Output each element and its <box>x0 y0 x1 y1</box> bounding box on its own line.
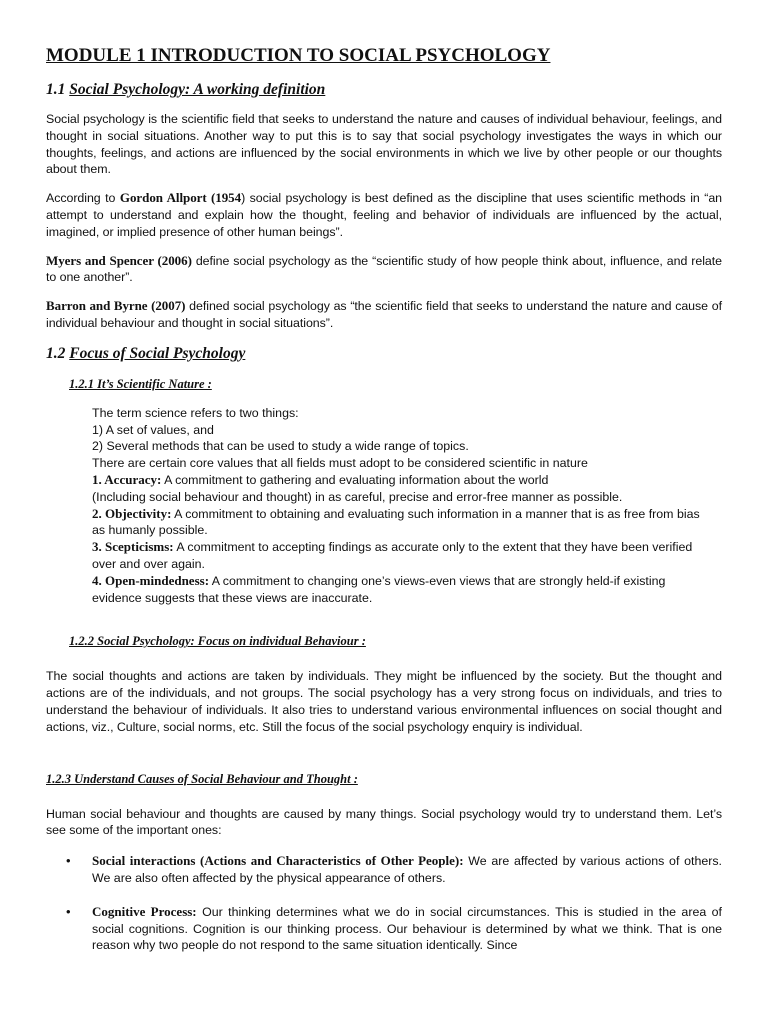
myers-citation: Myers and Spencer (2006) <box>46 252 192 268</box>
core-values-line: There are certain core values that all fields must adopt to be considered scientific in nature <box>92 456 588 471</box>
subsection-1-2-3-heading: 1.2.3 Understand Causes of Social Behaviour and Thought : <box>46 771 358 786</box>
barron-citation: Barron and Byrne (2007) <box>46 298 186 314</box>
science-intro: The term science refers to two things: <box>92 405 299 420</box>
bullet-icon: • <box>66 903 71 919</box>
list-item: • Social interactions (Actions and Characteristics of Other People): We are affected by various actions of others. We are also often affected by the physical appearance of others. <box>66 853 722 885</box>
subsection-1-2-2-heading: 1.2.2 Social Psychology: Focus on individual Behaviour : <box>69 634 366 649</box>
definition-paragraph: Social psychology is the scientific field that seeks to understand the nature and causes of individual behaviour, feelings, and thought in social situations. Another way to put this is to say that social psychology investigates the ways in which our thoughts, feelings, and actions are influenced by the social environments in which we live by other people or our thoughts about them. <box>46 112 722 177</box>
document-page <box>46 44 722 954</box>
myers-paragraph: Myers and Spencer (2006) define social psychology as the “scientific study of how people think about, influence, and relate to one another”. <box>46 252 722 285</box>
value-objectivity: 2. Objectivity: A commitment to obtaining and evaluating such information in a manner that is as free from bias as humanly possible. <box>92 505 700 538</box>
value-scepticism: 3. Scepticisms: A commitment to accepting findings as accurate only to the extent that they have been verified over and over again. <box>92 539 693 571</box>
section-1-2-title: Focus of Social Psychology <box>69 344 246 362</box>
allport-paragraph: According to Gordon Allport (1954) social psychology is best defined as the discipline that uses scientific methods in “an attempt to understand and explain how the thought, feeling and behavior of individuals are influenced by the actual, imagined, or implied presence of other human beings”. <box>46 190 723 239</box>
module-title: MODULE 1 INTRODUCTION TO SOCIAL PSYCHOLOGY <box>46 45 551 66</box>
section-1-2-heading <box>46 344 722 364</box>
causes-paragraph: Human social behaviour and thoughts are caused by many things. Social psychology would try to understand them. Let’s see some of the important ones: <box>46 806 722 838</box>
value-accuracy: 1. Accuracy: A commitment to gathering and evaluating information about the world <box>92 471 549 487</box>
science-item-1: 1) A set of values, and <box>92 422 214 437</box>
section-1-2-number: 1.2 <box>46 344 70 362</box>
section-1-1-title: Social Psychology: A working definition <box>69 81 326 98</box>
barron-paragraph: Barron and Byrne (2007) defined social psychology as “the scientific field that seeks to understand the nature and cause of individual behaviour and thought in social situations”. <box>46 298 722 330</box>
subsection-1-2-1-heading: 1.2.1 It’s Scientific Nature : <box>69 376 212 391</box>
bullet-icon: • <box>66 853 71 869</box>
section-1-1-number: 1.1 <box>46 81 70 98</box>
list-item: • Cognitive Process: Our thinking determines what we do in social circumstances. This is studied in the area of social cognitions. Cognition is our thinking process. Our behaviour is determined by what we think. That is one reason why two people do not respond to the same situation identically. Since <box>66 903 722 953</box>
individual-behaviour-paragraph: The social thoughts and actions are taken by individuals. They might be influenced by the society. But the thought and actions are of the individuals, and not groups. The social psychology has a very strong focus on individuals, and tries to understand the behaviour of individuals. It also tries to understand various environmental influences on social thought and actions, viz., Culture, social norms, etc. Still the focus of the social psychology enquiry is individual. <box>46 669 722 734</box>
section-1-1-heading <box>46 80 722 100</box>
value-open-mindedness: 4. Open-mindedness: A commitment to changing one’s views-even views that are strongly held-if existing evidence suggests that these views are inaccurate. <box>92 572 666 605</box>
scientific-nature-block <box>92 405 704 607</box>
science-item-2: 2) Several methods that can be used to study a wide range of topics. <box>92 439 469 454</box>
value-accuracy-cont: (Including social behaviour and thought) in as careful, precise and error-free manner as possible. <box>92 489 623 504</box>
allport-citation: Gordon Allport (1954 <box>119 190 242 206</box>
causes-list <box>46 853 722 954</box>
